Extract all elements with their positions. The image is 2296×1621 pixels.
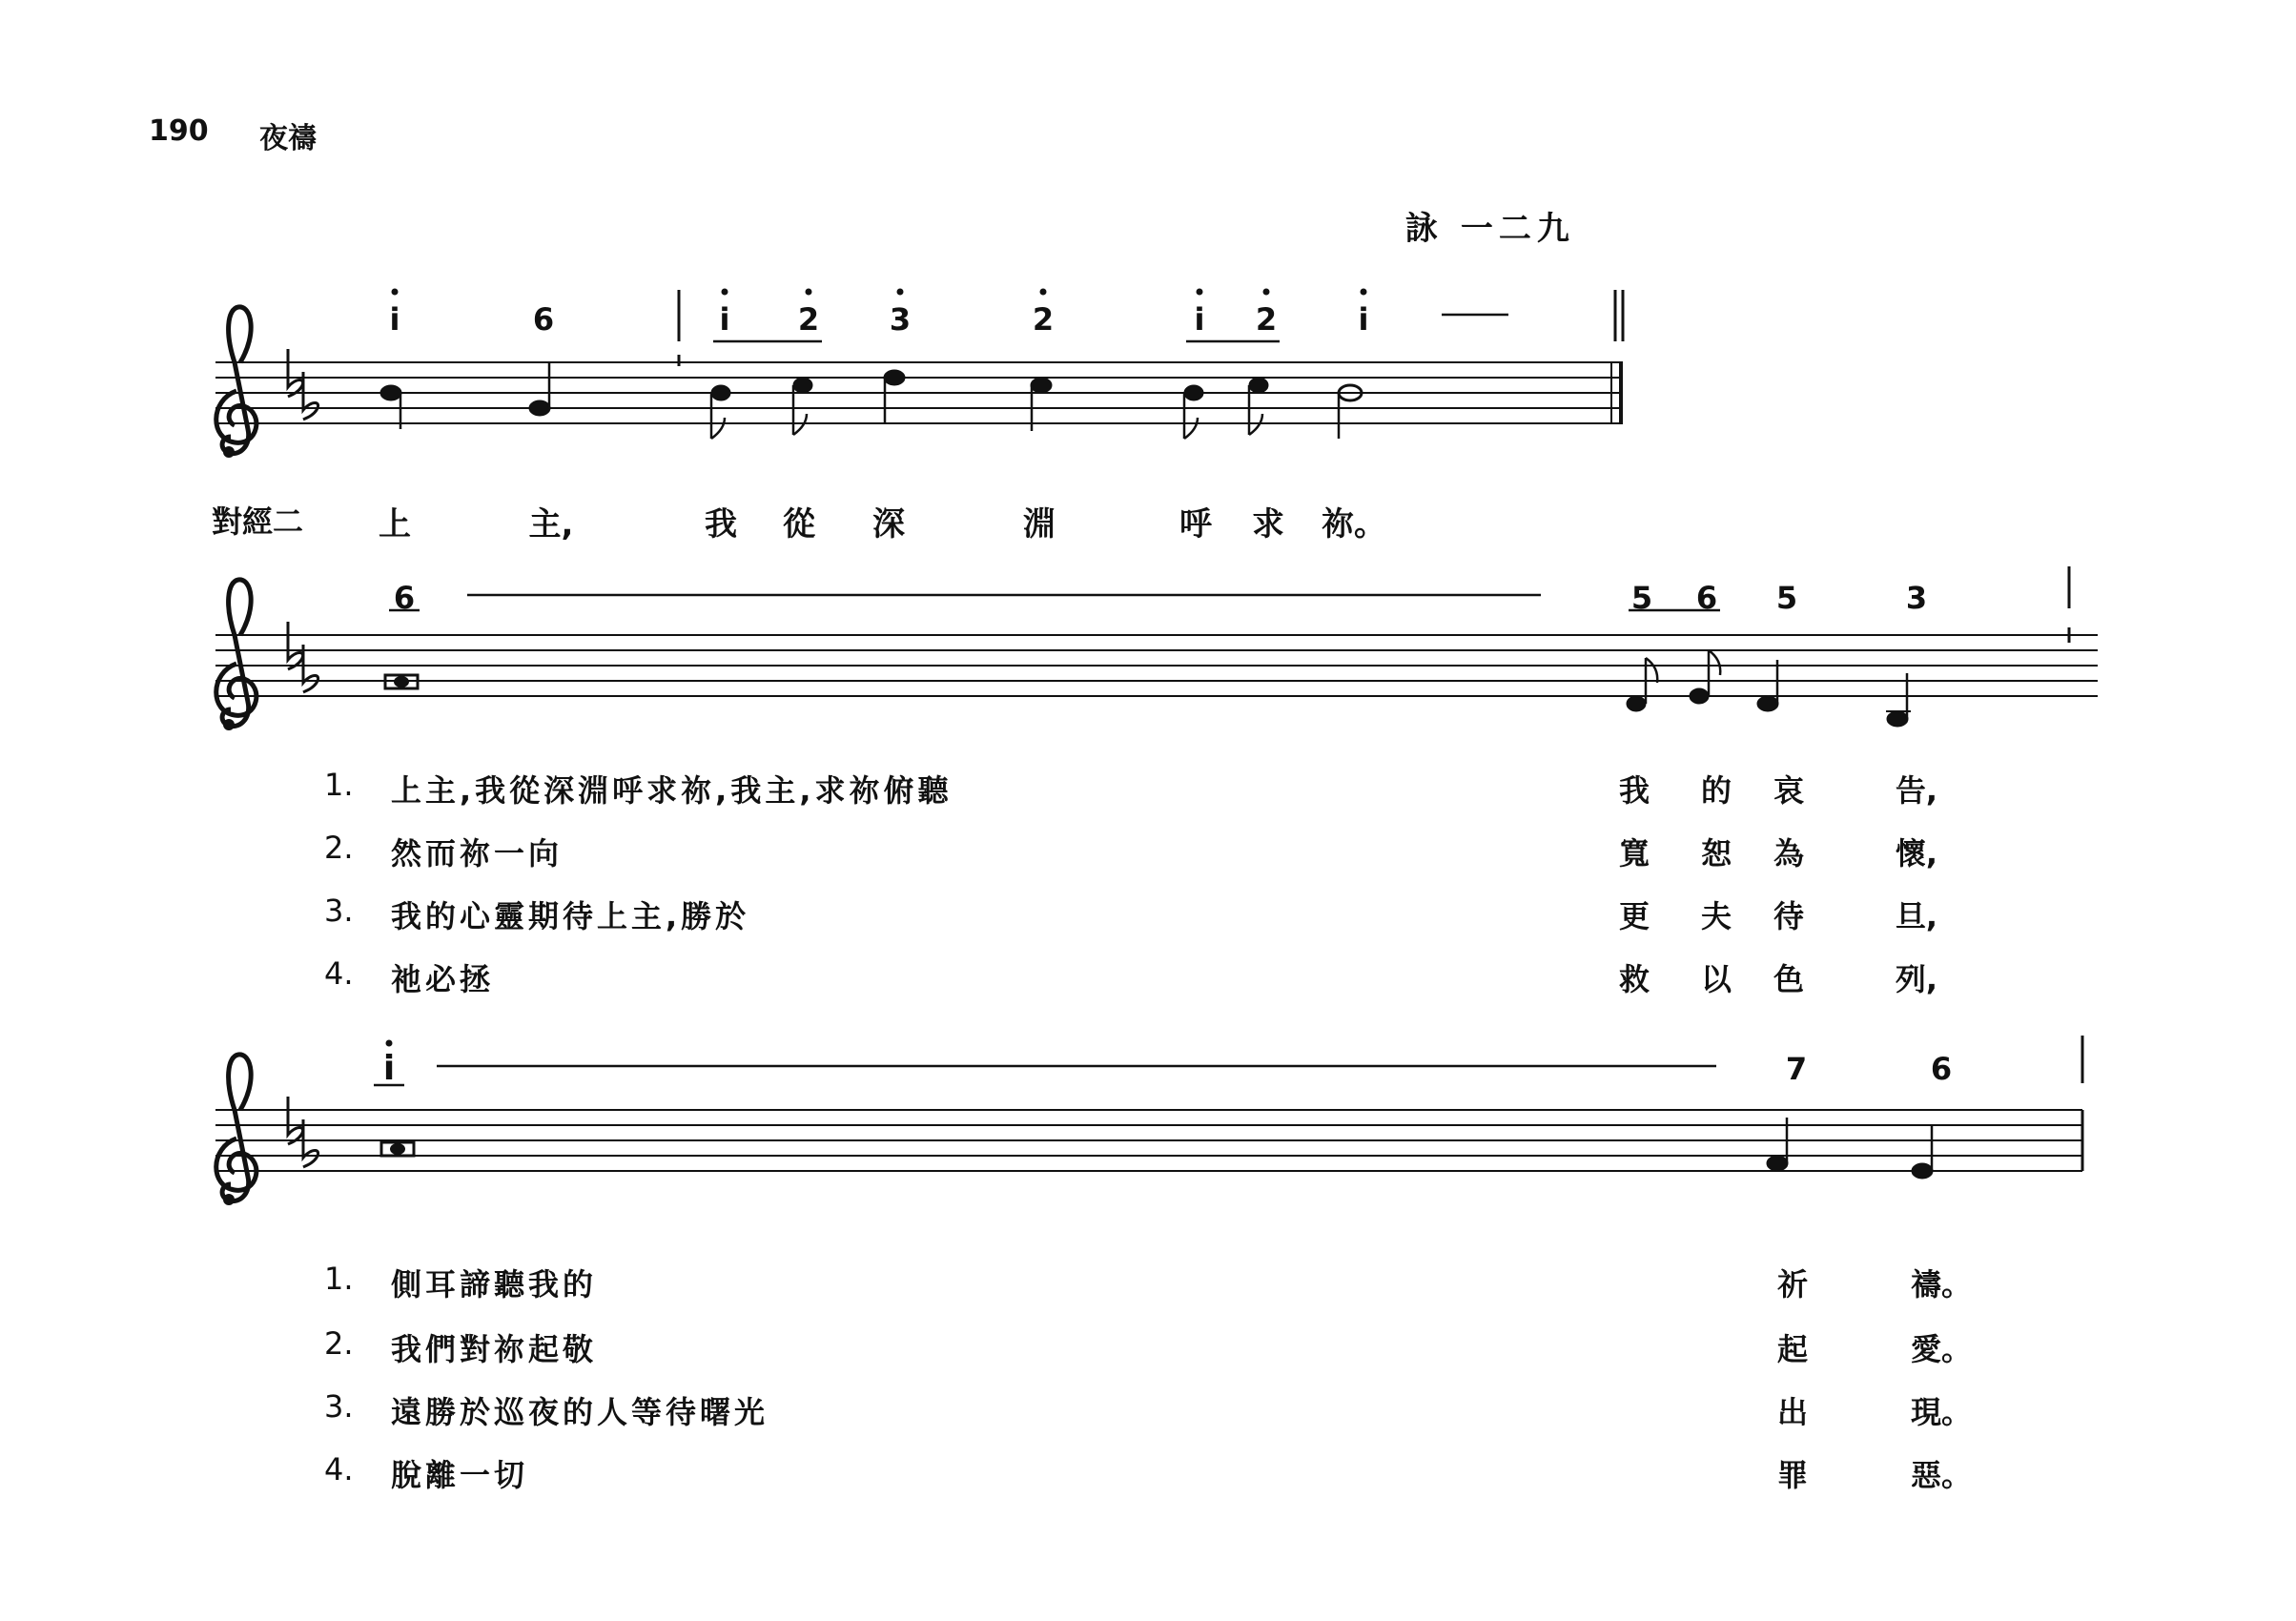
verse-tail-syllable: 出 — [1776, 1394, 1809, 1430]
page-number: 190 — [149, 114, 209, 148]
verse-tail-syllable: 旦, — [1895, 898, 1938, 934]
jianpu-note: i — [1194, 301, 1205, 338]
verse-tail-syllable: 惡。 — [1910, 1457, 1973, 1493]
verse-tail-syllable: 色 — [1773, 961, 1805, 997]
verse-number: 1. — [324, 767, 354, 803]
verse-text: 然而祢一向 — [391, 835, 564, 872]
jianpu-note: 6 — [1695, 580, 1718, 616]
octave-dot — [806, 289, 812, 296]
jianpu-note: i — [389, 301, 400, 338]
lyric-syllable: 上 — [379, 505, 411, 544]
verse-number: 2. — [324, 830, 354, 866]
verse-tail-syllable: 祈 — [1776, 1266, 1809, 1303]
verse-number: 3. — [324, 1388, 354, 1425]
jianpu-note: 5 — [1630, 580, 1653, 616]
verse-tail-syllable: 以 — [1700, 961, 1732, 997]
jianpu-note: 6 — [1930, 1051, 1953, 1087]
antiphon-label: 對經二 — [212, 503, 304, 540]
note-head — [380, 385, 401, 400]
verse-number: 1. — [324, 1261, 354, 1297]
jianpu-note: 7 — [1785, 1051, 1808, 1087]
octave-dot — [1040, 289, 1047, 296]
lyric-syllable: 從 — [783, 505, 815, 544]
lyric-syllable: 我 — [705, 505, 737, 544]
jianpu-note: 3 — [889, 301, 912, 338]
verse-number: 2. — [324, 1325, 354, 1362]
verse-tail-syllable: 告, — [1895, 772, 1938, 809]
verse-text: 祂必拯 — [391, 961, 495, 997]
octave-dot — [722, 289, 728, 296]
verse-text: 上主,我從深淵呼求祢,我主,求祢俯聽 — [391, 772, 953, 809]
verse-text: 脫離一切 — [391, 1457, 529, 1493]
verse-text: 我們對祢起敬 — [391, 1331, 598, 1367]
verse-tail-syllable: 為 — [1773, 835, 1805, 872]
lyric-syllable: 呼 — [1179, 505, 1212, 544]
verse-number: 4. — [324, 955, 354, 992]
jianpu-note: 3 — [1905, 580, 1928, 616]
verse-tail-syllable: 待 — [1773, 898, 1805, 934]
verse-tail-syllable: 我 — [1618, 772, 1650, 809]
verse-tail-syllable: 列, — [1895, 961, 1938, 997]
lyric-syllable: 求 — [1252, 505, 1284, 544]
tone1-jianpu-marks — [389, 566, 2069, 610]
jianpu-note: 2 — [1255, 301, 1278, 338]
jianpu-note: i — [1358, 301, 1369, 338]
verse-tail-syllable: 愛。 — [1910, 1331, 1973, 1367]
verse-text: 側耳諦聽我的 — [391, 1266, 598, 1303]
verse-tail-syllable: 罪 — [1776, 1457, 1809, 1493]
verse-tail-syllable: 的 — [1700, 772, 1732, 809]
octave-dot — [392, 289, 399, 296]
jianpu-note: 6 — [393, 580, 416, 616]
jianpu-note: 2 — [1032, 301, 1055, 338]
staff-antiphon — [215, 307, 1623, 458]
octave-dot — [1361, 289, 1367, 296]
octave-dot — [1197, 289, 1203, 296]
verse-tail-syllable: 恕 — [1700, 835, 1732, 872]
verse-tail-syllable: 夫 — [1700, 898, 1732, 934]
jianpu-note: 6 — [532, 301, 555, 338]
verse-text: 遠勝於巡夜的人等待曙光 — [391, 1394, 769, 1430]
lyric-syllable: 深 — [872, 505, 905, 544]
staff-tone-2 — [215, 1055, 2082, 1205]
verse-text: 我的心靈期待上主,勝於 — [391, 898, 750, 934]
psalm-title: 詠 一二九 — [1405, 210, 1575, 248]
verse-tail-syllable: 更 — [1618, 898, 1650, 934]
staff-tone-1 — [215, 580, 2098, 730]
verse-tail-syllable: 懷, — [1895, 835, 1938, 872]
verse-tail-syllable: 哀 — [1773, 772, 1805, 809]
verse-tail-syllable: 寬 — [1618, 835, 1650, 872]
lyric-syllable: 淵 — [1023, 505, 1056, 544]
verse-tail-syllable: 禱。 — [1910, 1266, 1973, 1303]
jianpu-note: i — [382, 1049, 396, 1088]
antiphon-jianpu-marks — [389, 289, 1624, 342]
verse-tail-syllable: 起 — [1776, 1331, 1809, 1367]
verse-tail-syllable: 現。 — [1910, 1394, 1973, 1430]
jianpu-note: i — [719, 301, 730, 338]
lyric-syllable: 主, — [528, 505, 574, 544]
page-header: 夜禱 — [259, 122, 317, 155]
jianpu-note: 5 — [1775, 580, 1798, 616]
octave-dot — [897, 289, 904, 296]
verse-number: 4. — [324, 1451, 354, 1488]
jianpu-note: 2 — [797, 301, 820, 338]
tone2-jianpu-marks — [374, 1036, 2082, 1085]
lyric-syllable: 祢。 — [1322, 505, 1386, 544]
verse-tail-syllable: 救 — [1618, 961, 1650, 997]
verse-number: 3. — [324, 893, 354, 929]
octave-dot — [1263, 289, 1270, 296]
